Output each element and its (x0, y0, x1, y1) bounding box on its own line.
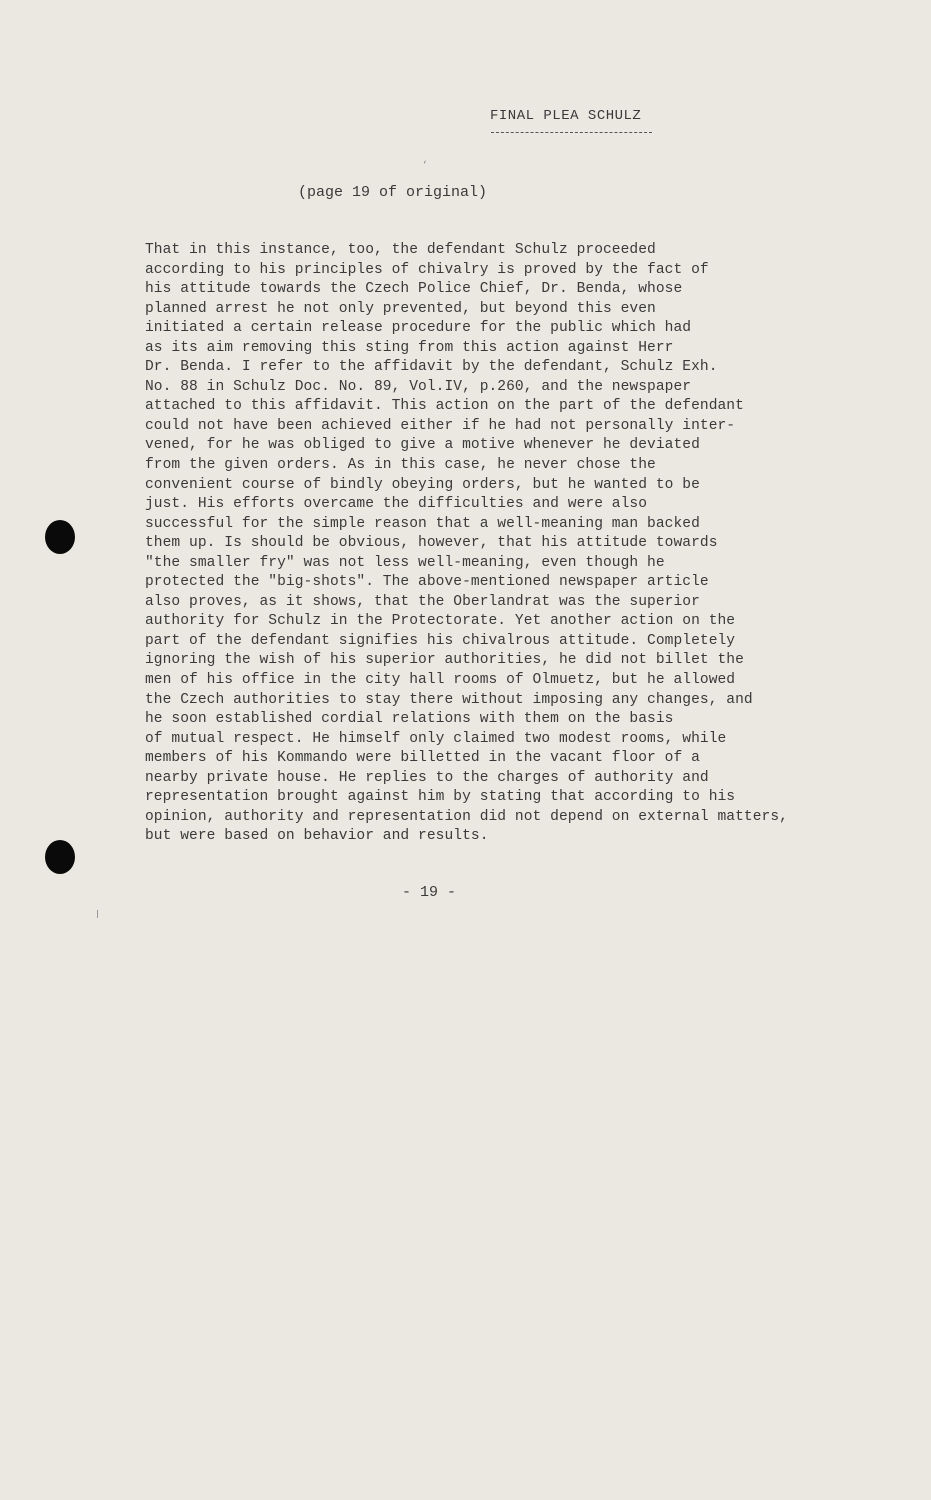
body-line: "the smaller fry" was not less well-meaning, even though he (145, 554, 665, 571)
body-line: protected the "big-shots". The above-mentioned newspaper article (145, 574, 709, 591)
body-line: vened, for he was obliged to give a motive whenever he deviated (145, 437, 700, 454)
body-line: initiated a certain release procedure for the public which had (145, 320, 692, 337)
body-line: opinion, authority and representation did not depend on external matters, (145, 808, 788, 825)
body-line: representation brought against him by stating that according to his (145, 789, 736, 806)
header-underline (491, 132, 652, 133)
body-line: his attitude towards the Czech Police Chief, Dr. Benda, whose (145, 281, 683, 298)
body-line: also proves, as it shows, that the Oberlandrat was the superior (145, 593, 700, 610)
body-line: according to his principles of chivalry is proved by the fact of (145, 261, 709, 278)
body-line: attached to this affidavit. This action on the part of the defendant (145, 398, 744, 415)
body-text (145, 241, 865, 847)
page-number: - 19 - (402, 884, 457, 901)
body-line: Dr. Benda. I refer to the affidavit by the defendant, Schulz Exh. (145, 359, 718, 376)
body-line: planned arrest he not only prevented, but beyond this even (145, 300, 656, 317)
document-header-title: FINAL PLEA SCHULZ (490, 108, 642, 124)
body-line: members of his Kommando were billetted in the vacant floor of a (145, 750, 700, 767)
body-line: ignoring the wish of his superior authorities, he did not billet the (145, 652, 744, 669)
margin-mark (97, 910, 98, 918)
body-line: part of the defendant signifies his chivalrous attitude. Completely (145, 632, 736, 649)
punch-hole-bottom (45, 840, 75, 874)
body-line: men of his office in the city hall rooms of Olmuetz, but he allowed (145, 672, 736, 689)
body-line: convenient course of bindly obeying orders, but he wanted to be (145, 476, 700, 493)
body-line: as its aim removing this sting from this action against Herr (145, 339, 674, 356)
body-line: of mutual respect. He himself only claimed two modest rooms, while (145, 730, 727, 747)
body-line: the Czech authorities to stay there without imposing any changes, and (145, 691, 753, 708)
original-page-reference: (page 19 of original) (298, 184, 488, 201)
punch-hole-top (45, 520, 75, 554)
stray-mark: ‘ (422, 160, 428, 170)
body-line: he soon established cordial relations with them on the basis (145, 711, 674, 728)
body-line: from the given orders. As in this case, he never chose the (145, 457, 656, 474)
body-line: successful for the simple reason that a well-meaning man backed (145, 515, 700, 532)
body-line: That in this instance, too, the defendant Schulz proceeded (145, 242, 656, 258)
body-line: could not have been achieved either if he had not personally inter- (145, 417, 736, 434)
body-line: authority for Schulz in the Protectorate. Yet another action on the (145, 613, 736, 630)
body-line: nearby private house. He replies to the charges of authority and (145, 769, 709, 786)
body-line: just. His efforts overcame the difficulties and were also (145, 496, 648, 513)
body-line: No. 88 in Schulz Doc. No. 89, Vol.IV, p.260, and the newspaper (145, 378, 692, 395)
body-line: but were based on behavior and results. (145, 828, 489, 845)
body-line: them up. Is should be obvious, however, that his attitude towards (145, 535, 718, 552)
